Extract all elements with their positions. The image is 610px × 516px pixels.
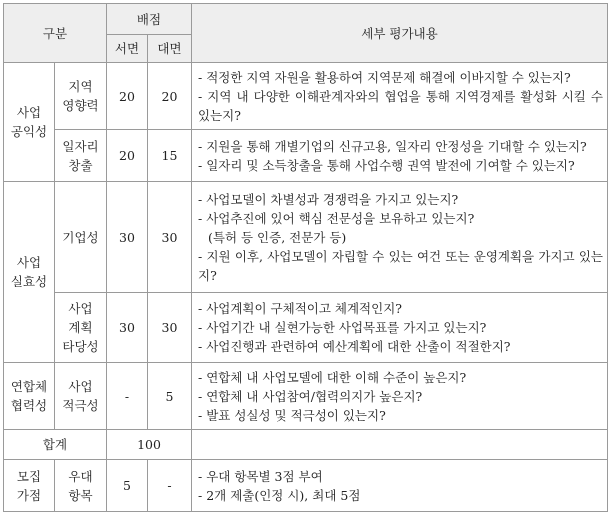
header-score: 배점 [107,4,192,35]
header-category: 구분 [4,4,107,63]
total-details-empty [192,430,608,460]
interview-score: 20 [148,63,192,130]
detail-line: - 지원을 통해 개별기업의 신규고용, 일자리 안정성을 기대할 수 있는지? [198,138,587,154]
detail-line: - 지역 내 다양한 이해관계자와의 협업을 통해 지역경제를 활성화 시킬 수 있는지? [198,88,603,123]
detail-line: - 사업기간 내 실현가능한 사업목표를 가지고 있는지? [198,320,487,335]
item-name: 사업 적극성 [55,363,107,430]
written-score: 5 [107,460,148,512]
written-score: 20 [107,130,148,182]
details-cell [192,293,608,363]
details-cell [192,63,608,130]
table-row [4,182,608,293]
detail-line: - 2개 제출(인정 시), 최대 5점 [198,487,361,503]
item-name: 지역 영향력 [55,63,107,130]
details-cell [192,363,608,430]
header-details: 세부 평가내용 [192,4,608,63]
evaluation-table [3,3,608,512]
detail-line: - 사업모델이 차별성과 경쟁력을 가지고 있는지? [198,191,459,207]
group-name: 모집 가점 [4,460,55,512]
interview-score: 30 [148,182,192,293]
written-score: 20 [107,63,148,130]
detail-line: - 사업추진에 있어 핵심 전문성을 보유하고 있는지? [198,210,475,226]
detail-line: (특허 등 인증, 전문가 등) [208,229,347,245]
item-name: 일자리 창출 [55,130,107,182]
detail-line: - 발표 성실성 및 적극성이 있는지? [198,407,386,423]
bonus-row [4,460,608,512]
detail-line: - 일자리 및 소득창출을 통해 사업수행 권역 발전에 기여할 수 있는지? [198,157,575,173]
interview-score: - [148,460,192,512]
group-name: 연합체 협력성 [4,363,55,430]
detail-line: - 적정한 지역 자원을 활용하여 지역문제 해결에 이바지할 수 있는지? [198,69,571,85]
table-row [4,63,608,130]
group-name: 사업 실효성 [4,182,55,363]
header-written: 서면 [107,35,148,63]
interview-score: 15 [148,130,192,182]
detail-line: - 사업계획이 구체적이고 체계적인지? [198,301,402,316]
detail-line: - 연합체 내 사업참여/협력의지가 높은지? [198,388,423,404]
written-score: 30 [107,182,148,293]
written-score: 30 [107,293,148,363]
table-row [4,363,608,430]
written-score: - [107,363,148,430]
details-cell [192,182,608,293]
detail-line: - 연합체 내 사업모델에 대한 이해 수준이 높은지? [198,369,467,385]
interview-score: 5 [148,363,192,430]
detail-line: - 지원 이후, 사업모델이 자립할 수 있는 여건 또는 운영계획을 가지고 있는지? [198,248,603,283]
interview-score: 30 [148,293,192,363]
total-row [4,430,608,460]
detail-line: - 사업진행과 관련하여 예산계획에 대한 산출이 적절한지? [198,339,511,354]
table-row [4,130,608,182]
item-name: 사업 계획 타당성 [55,293,107,363]
group-name: 사업 공익성 [4,63,55,182]
table-row [4,293,608,363]
table-body [4,63,608,512]
total-value: 100 [107,430,192,460]
details-cell [192,460,608,512]
details-cell [192,130,608,182]
item-name: 기업성 [55,182,107,293]
item-name: 우대 항목 [55,460,107,512]
header-interview: 대면 [148,35,192,63]
total-label: 합계 [4,430,107,460]
detail-line: - 우대 항목별 3점 부여 [198,468,323,484]
